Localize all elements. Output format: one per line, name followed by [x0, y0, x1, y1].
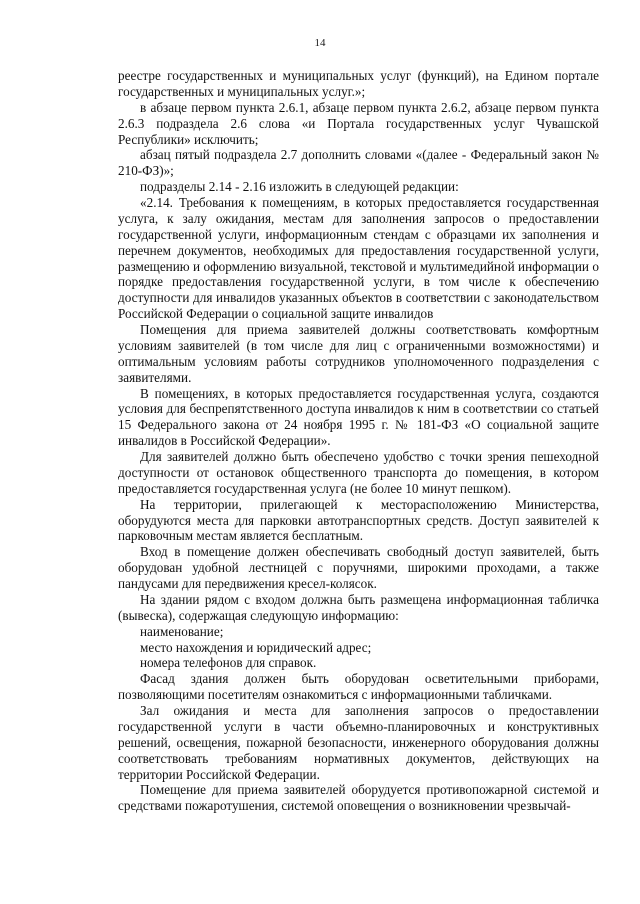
paragraph-disabled-access: В помещениях, в которых предоставляется государственная услуга, создаются условия для беспрепятственного доступа инвалидов к ним в соответствии со статьей 15 Федерального закона от 24 ноября 1995 г. № 181-ФЗ «О социальной защите инвалидов в Российской Федерации». [118, 385, 599, 449]
paragraph-waiting-hall: Зал ожидания и места для заполнения запросов о предоставлении государственной услуги в части объемно-планировочных и конструктивных решений, освещения, пожарной безопасности, инженерного оборудования должны соответствовать требованиям нормативных документов, действующих на территории Российской Федерации. [118, 703, 599, 782]
paragraph-amendment-2-6: в абзаце первом пункта 2.6.1, абзаце первом пункта 2.6.2, абзаце первом пункта 2.6.3 подраздела 2.6 слова «и Портала государственных услуг Чувашской Республики» исключить; [118, 99, 599, 147]
paragraph-facade-lighting: Фасад здания должен быть оборудован осветительными приборами, позволяющими посетителям ознакомиться с информационными табличками. [118, 671, 599, 703]
paragraph-amendment-2-14-2-16: подразделы 2.14 - 2.16 изложить в следующей редакции: [140, 179, 459, 195]
document-body [118, 68, 599, 814]
paragraph-section-2-14-heading: «2.14. Требования к помещениям, в которых предоставляется государственная услуга, к залу ожидания, местам для заполнения запросов о предоставлении государственной услуги, информационным стендам с образцами их заполнения и перечнем документов, необходимых для предоставления государственной услуги, размещению и оформлению визуальной, текстовой и мультимедийной информации о порядке предоставления государственной услуги, в том числе к обеспечению доступности для инвалидов указанных объектов в соответствии с законодательством Российской Федерации о социальной защите инвалидов [118, 195, 599, 322]
paragraph-signboard: На здании рядом с входом должна быть размещена информационная табличка (вывеска), содержащая следующую информацию: [118, 591, 599, 623]
paragraph-amendment-2-7: абзац пятый подраздела 2.7 дополнить словами «(далее - Федеральный закон № 210-ФЗ)»; [118, 147, 599, 179]
list-item-name: наименование; [140, 623, 224, 639]
paragraph-entrance: Вход в помещение должен обеспечивать свободный доступ заявителей, быть оборудован удобной лестницей с поручнями, широкими проходами, а также пандусами для передвижения кресел-колясок. [118, 544, 599, 591]
paragraph-parking: На территории, прилегающей к месторасположению Министерства, оборудуются места для парковки автотранспортных средств. Доступ заявителей к парковочным местам является бесплатным. [118, 496, 599, 544]
paragraph-pedestrian-access: Для заявителей должно быть обеспечено удобство с точки зрения пешеходной доступности от остановок общественного транспорта до помещения, в котором предоставляется государственная услуга (не более 10 минут пешком). [118, 449, 599, 496]
paragraph-continuation: реестре государственных и муниципальных услуг (функций), на Едином портале государственных и муниципальных услуг.»; [118, 68, 599, 99]
paragraph-fire-safety: Помещение для приема заявителей оборудуется противопожарной системой и средствами пожаротушения, системой оповещения о возникновении чрезвычай- [118, 782, 599, 814]
page-number: 14 [314, 37, 326, 49]
list-item-address: место нахождения и юридический адрес; [140, 639, 372, 655]
paragraph-premises-requirements: Помещения для приема заявителей должны соответствовать комфортным условиям заявителей (в том числе для лиц с ограниченными возможностями) и оптимальным условиям работы сотрудников уполномоченного подразделения с заявителями. [118, 322, 599, 385]
list-item-phones: номера телефонов для справок. [140, 655, 317, 671]
